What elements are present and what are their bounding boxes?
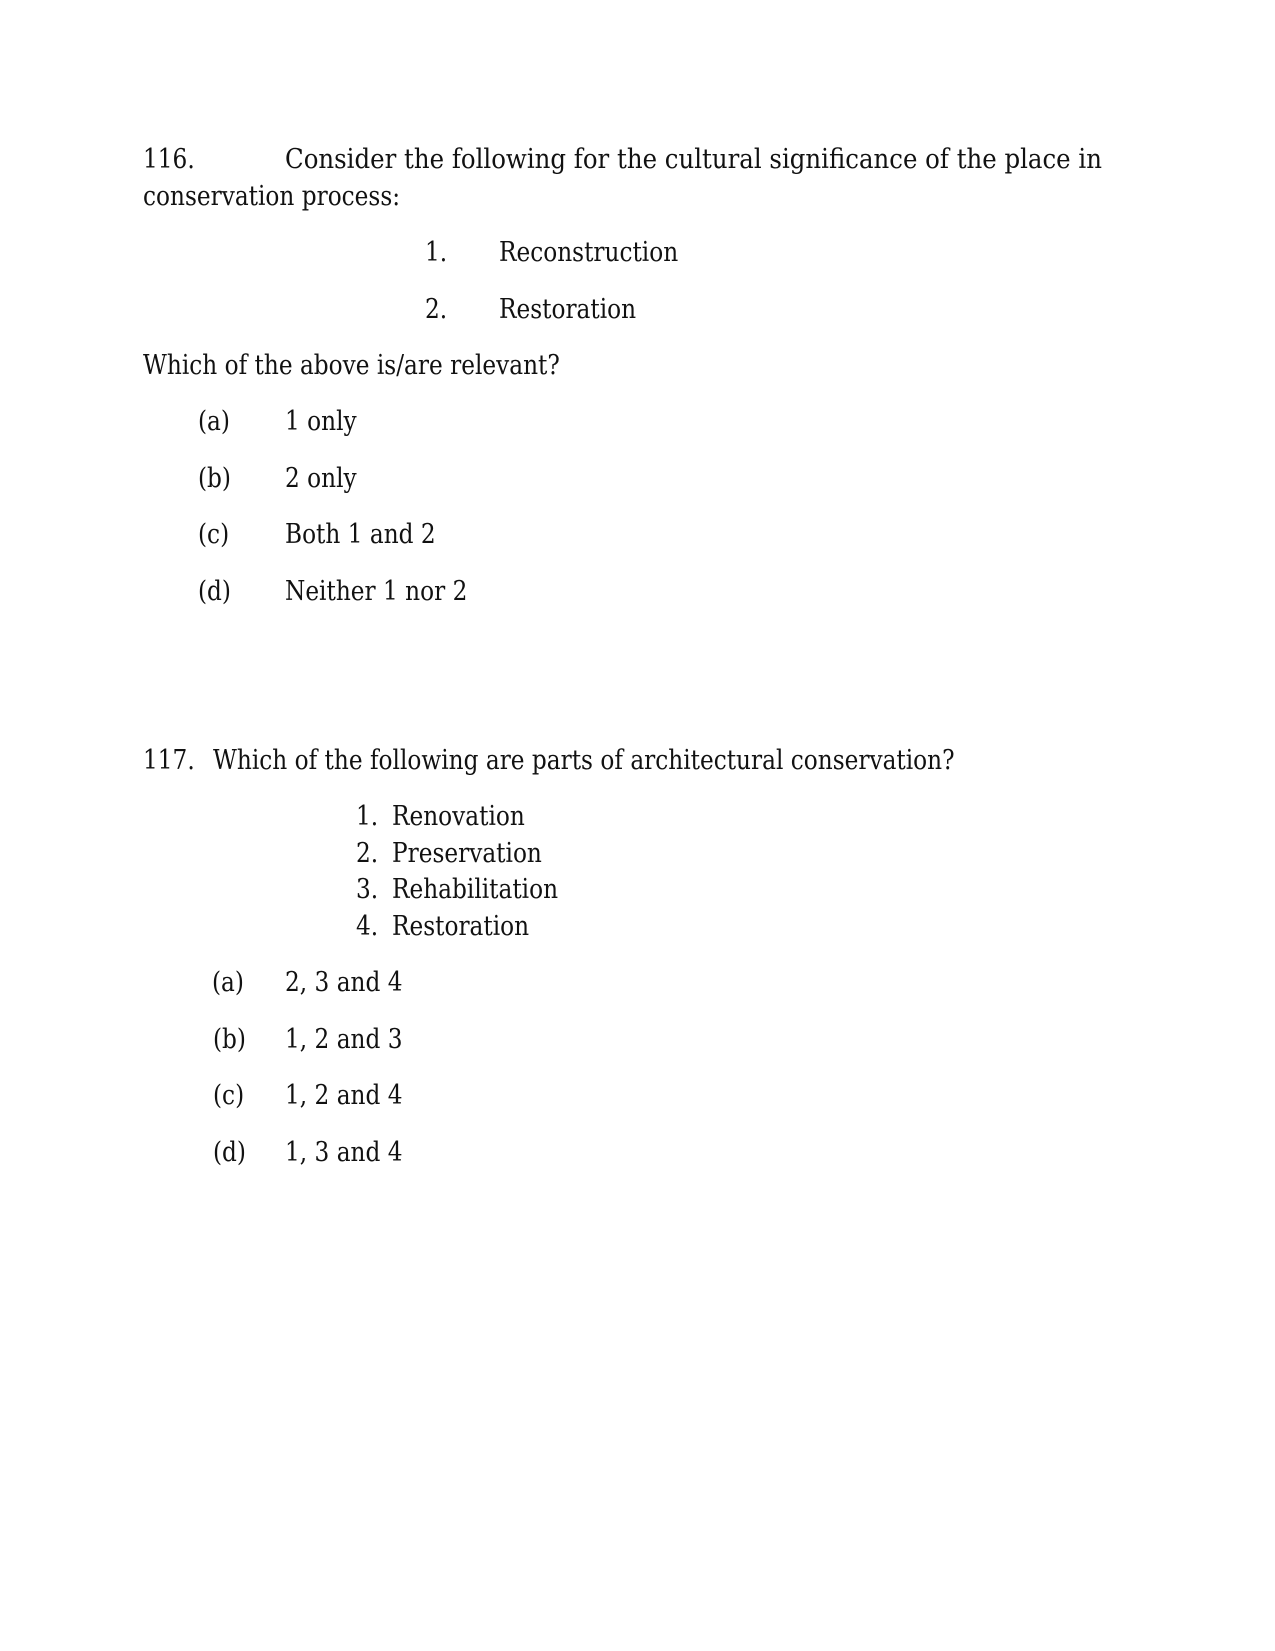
statement-text: Rehabilitation (392, 874, 559, 905)
option-text: 1 only (285, 406, 357, 437)
option-text: 2 only (285, 463, 357, 494)
statement-text: Renovation (392, 801, 525, 832)
option-label: (b) (198, 463, 231, 494)
question-stem-line-2: conservation process: (143, 181, 401, 212)
statement-number: 1. (356, 801, 379, 832)
option-label: (c) (198, 519, 230, 550)
statement-number: 2. (425, 294, 448, 325)
option-label: (d) (198, 576, 231, 607)
option-text: 1, 2 and 3 (285, 1024, 403, 1055)
question-number: 117. (143, 745, 195, 776)
option-text: 1, 3 and 4 (285, 1137, 403, 1168)
statement-number: 1. (425, 237, 448, 268)
statement-number: 2. (356, 838, 379, 869)
option-label: (a) (212, 967, 244, 998)
option-text: 1, 2 and 4 (285, 1080, 403, 1111)
question-number: 116. (143, 144, 195, 175)
statement-text: Preservation (392, 838, 542, 869)
statement-number: 3. (356, 874, 379, 905)
question-stem: Which of the following are parts of architectural conservation? (213, 745, 955, 776)
option-label: (b) (213, 1024, 246, 1055)
option-label: (d) (213, 1137, 246, 1168)
question-prompt: Which of the above is/are relevant? (143, 350, 560, 381)
option-text: Both 1 and 2 (285, 519, 436, 550)
option-label: (a) (198, 406, 230, 437)
option-text: Neither 1 nor 2 (285, 576, 468, 607)
option-label: (c) (213, 1080, 245, 1111)
statement-text: Restoration (499, 294, 637, 325)
option-text: 2, 3 and 4 (285, 967, 403, 998)
question-stem-line-1: Consider the following for the cultural significance of the place in (285, 144, 1102, 175)
statement-text: Restoration (392, 911, 530, 942)
statement-number: 4. (356, 911, 379, 942)
statement-text: Reconstruction (499, 237, 679, 268)
